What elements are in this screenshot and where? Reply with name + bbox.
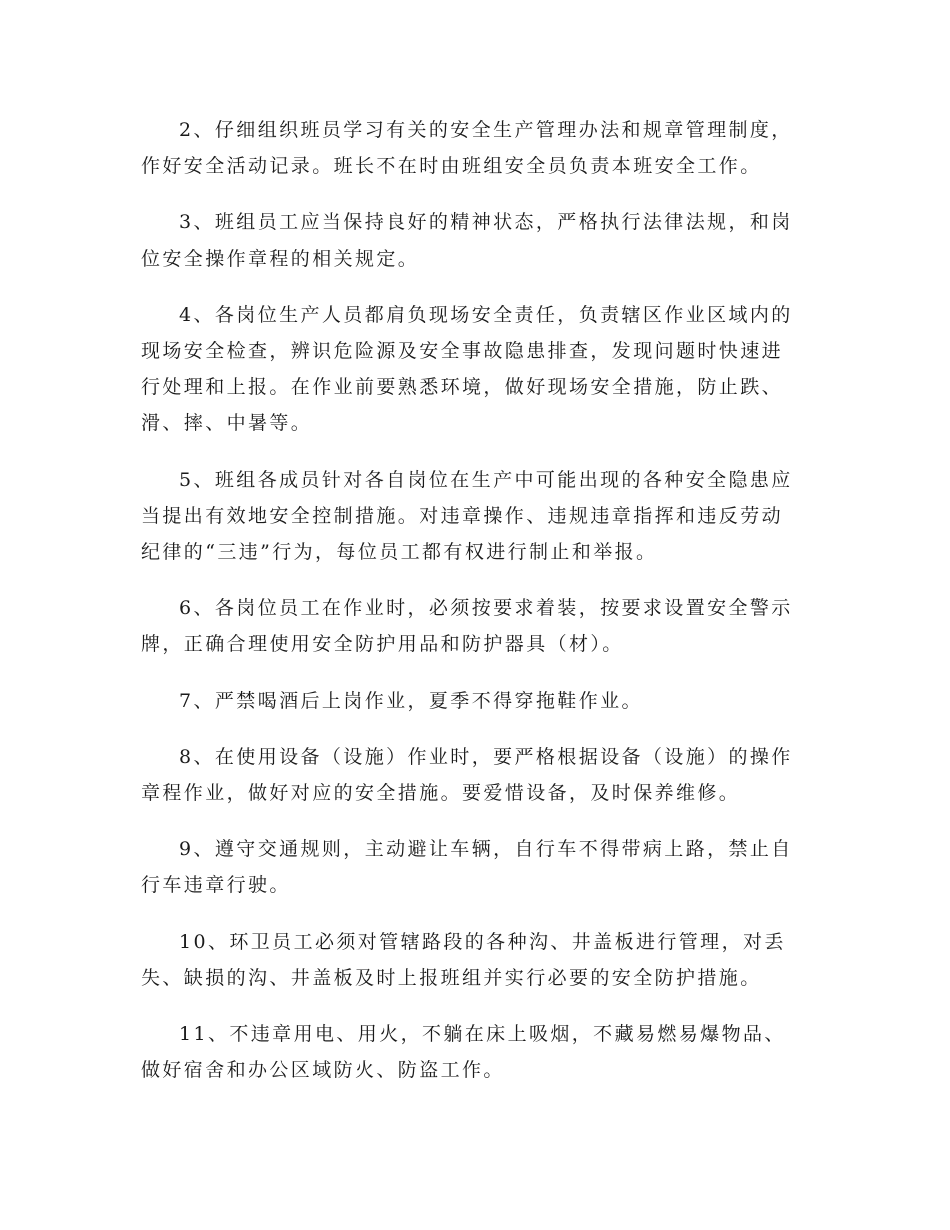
paragraph-line: 6、各岗位员工在作业时，必须按要求着装，按要求设置安全警示	[179, 597, 793, 620]
paragraph-line: 牌，正确合理使用安全防护用品和防护器具（材）。	[141, 633, 624, 656]
paragraph-line: 滑、摔、中暑等。	[141, 412, 313, 435]
paragraph-item-9	[141, 831, 807, 903]
paragraph-line: 位安全操作章程的相关规定。	[141, 247, 420, 270]
paragraph-line: 现场安全检查，辨识危险源及安全事故隐患排查，发现问题时快速进	[141, 340, 784, 363]
document-body	[141, 112, 807, 1108]
paragraph-item-7	[141, 683, 807, 719]
paragraph-line: 10、环卫员工必须对管辖路段的各种沟、井盖板进行管理，对丢	[179, 930, 786, 953]
paragraph-line: 失、缺损的沟、井盖板及时上报班组并实行必要的安全防护措施。	[141, 966, 762, 989]
paragraph-item-10	[141, 924, 807, 996]
paragraph-line: 行处理和上报。在作业前要熟悉环境，做好现场安全措施，防止跌、	[141, 376, 784, 399]
paragraph-line: 当提出有效地安全控制措施。对违章操作、违规违章指挥和违反劳动	[141, 504, 784, 527]
paragraph-line: 7、严禁喝酒后上岗作业，夏季不得穿拖鞋作业。	[179, 689, 643, 712]
paragraph-item-3	[141, 204, 807, 276]
paragraph-line: 9、遵守交通规则，主动避让车辆，自行车不得带病上路，禁止自	[179, 838, 793, 861]
paragraph-line: 8、在使用设备（设施）作业时，要严格根据设备（设施）的操作	[179, 745, 793, 768]
paragraph-line: 2、仔细组织班员学习有关的安全生产管理办法和规章管理制度，	[179, 119, 793, 141]
paragraph-item-6	[141, 590, 807, 662]
paragraph-line: 4、各岗位生产人员都肩负现场安全责任，负责辖区作业区域内的	[179, 303, 793, 326]
paragraph-item-5	[141, 462, 807, 571]
paragraph-item-8	[141, 739, 807, 811]
paragraph-line: 行车违章行驶。	[141, 874, 291, 897]
paragraph-item-2	[141, 112, 807, 184]
paragraph-line: 纪律的“三违”行为，每位员工都有权进行制止和举报。	[141, 541, 658, 564]
paragraph-line: 5、班组各成员针对各自岗位在生产中可能出现的各种安全隐患应	[179, 468, 793, 491]
paragraph-item-4	[141, 297, 807, 442]
paragraph-line: 3、班组员工应当保持良好的精神状态，严格执行法律法规，和岗	[179, 211, 793, 234]
paragraph-line: 作好安全活动记录。班长不在时由班组安全员负责本班安全工作。	[141, 155, 762, 178]
paragraph-line: 做好宿舍和办公区域防火、防盗工作。	[141, 1059, 505, 1082]
paragraph-line: 11、不违章用电、用火，不躺在床上吸烟，不藏易燃易爆物品、	[179, 1023, 786, 1046]
paragraph-line: 章程作业，做好对应的安全措施。要爱惜设备，及时保养维修。	[141, 782, 741, 805]
paragraph-item-11	[141, 1016, 807, 1088]
